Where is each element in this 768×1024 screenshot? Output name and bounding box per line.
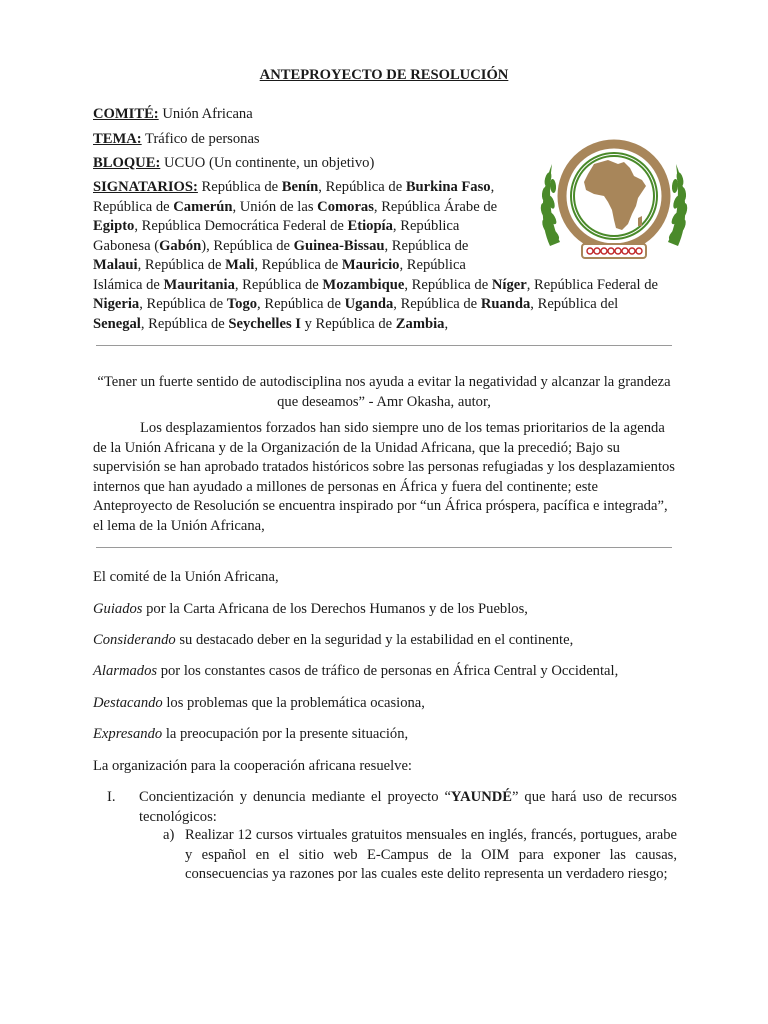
- country-name: Mozambique: [322, 276, 405, 293]
- country-name: Togo: [226, 296, 258, 312]
- bloque-value: UCUO (Un continente, un objetivo): [160, 155, 375, 171]
- country-name: Mauricio: [341, 257, 400, 273]
- preambular-clause: [93, 694, 693, 714]
- preambular-verb: Considerando: [93, 632, 176, 648]
- preambular-verb: Alarmados: [93, 663, 158, 679]
- divider-bottom: [96, 547, 672, 548]
- preambular-text: su destacado deber en la seguridad y la estabilidad en el continente,: [175, 632, 574, 648]
- signatario-connector: , República de: [404, 276, 492, 293]
- preambular-verb: Guiados: [93, 601, 143, 617]
- signatario-connector: , República de: [384, 237, 469, 254]
- signatario-connector: , República Islámica de: [93, 257, 466, 293]
- comite-line: [93, 105, 253, 125]
- comite-value: Unión Africana: [158, 106, 253, 122]
- country-name: Malaui: [93, 257, 138, 273]
- signatario-connector: , República de: [257, 296, 345, 312]
- preambular-text: por los constantes casos de tráfico de personas en África Central y Occidental,: [157, 663, 619, 679]
- country-name: Seychelles I: [228, 315, 301, 332]
- opening-quote: “Tener un fuerte sentido de autodisciplina nos ayuda a evitar la negatividad y alcanzar la grandeza que deseamos” - Amr Okasha, autor,: [97, 374, 671, 410]
- preambular-clause: [93, 725, 693, 745]
- country-name: Ruanda: [480, 296, 531, 312]
- project-name: YAUNDÉ: [450, 789, 513, 805]
- sub-clause-letter: a): [163, 827, 175, 843]
- signatario-connector: , República Árabe de: [373, 198, 498, 215]
- country-name: Etiopía: [347, 218, 393, 234]
- signatario-connector: ,: [444, 315, 449, 332]
- signatario-connector: , República de: [139, 296, 227, 312]
- committee-line: El comité de la Unión Africana,: [93, 569, 279, 585]
- signatario-connector: , República Gabonesa (: [93, 218, 460, 254]
- signatario-connector: , República de: [93, 179, 495, 215]
- country-name: Benín: [281, 179, 319, 195]
- bloque-label: BLOQUE:: [93, 155, 161, 171]
- divider-top: [96, 345, 672, 346]
- tema-value: Tráfico de personas: [141, 131, 260, 147]
- signatario-connector: , República de: [140, 315, 229, 332]
- signatario-connector: , República de: [393, 296, 481, 312]
- country-name: Mali: [225, 257, 255, 273]
- signatarios-block: [93, 178, 673, 334]
- preambular-text: los problemas que la problemática ocasiona,: [162, 695, 425, 711]
- operative-text-before: Concientización y denuncia mediante el proyecto “: [139, 789, 451, 805]
- country-name: Mauritania: [163, 276, 235, 293]
- country-name: Nigeria: [93, 296, 140, 312]
- resolves-line: La organización para la cooperación africana resuelve:: [93, 758, 412, 774]
- preambular-verb: Expresando: [93, 726, 163, 742]
- preambular-clause: [93, 600, 693, 620]
- signatario-connector: , República Federal de: [526, 276, 659, 293]
- signatario-connector: República de: [197, 179, 282, 195]
- signatario-connector: y República de: [300, 315, 396, 332]
- preambular-clause: [93, 631, 693, 651]
- country-name: Senegal: [93, 315, 141, 332]
- country-name: Burkina Faso: [405, 179, 491, 195]
- page-title: ANTEPROYECTO DE RESOLUCIÓN: [259, 67, 509, 83]
- country-name: Zambia: [395, 315, 445, 332]
- tema-label: TEMA:: [93, 131, 142, 147]
- signatarios-label: SIGNATARIOS:: [93, 179, 198, 195]
- country-name: Gabón: [159, 237, 202, 254]
- country-name: Uganda: [344, 296, 394, 312]
- preambular-text: por la Carta Africana de los Derechos Humanos y de los Pueblos,: [142, 601, 528, 617]
- country-name: Guinea-Bissau: [293, 237, 385, 254]
- country-name: Níger: [491, 276, 527, 293]
- tema-line: [93, 130, 260, 150]
- signatario-connector: , República del: [530, 296, 619, 312]
- operative-number: I.: [107, 789, 116, 805]
- signatario-connector: , República de: [234, 276, 323, 293]
- bloque-line: [93, 154, 374, 174]
- sub-clause-text: Realizar 12 cursos virtuales gratuitos mensuales en inglés, francés, portugues, arabe y español en el sitio web E-Campus de la OIM para exponer las causas, consecuencias ya razones por las cuales este delito representa un verdadero riesgo;: [185, 827, 677, 882]
- signatario-connector: ), República de: [201, 237, 294, 254]
- signatario-connector: , República de: [318, 179, 406, 195]
- preambular-clause: [93, 662, 693, 682]
- preambular-verb: Destacando: [93, 695, 163, 711]
- country-name: Camerún: [173, 198, 233, 215]
- preambular-text: la preocupación por la presente situación,: [162, 726, 409, 742]
- signatario-connector: , Unión de las: [232, 198, 318, 215]
- signatario-connector: , República Democrática Federal de: [134, 218, 348, 234]
- operative-text-after: ” que hará uso de recursos tecnológicos:: [139, 789, 677, 825]
- comite-label: COMITÉ:: [93, 106, 159, 122]
- signatario-connector: , República de: [137, 257, 226, 273]
- country-name: Comoras: [317, 198, 374, 215]
- signatario-connector: , República de: [254, 257, 342, 273]
- operative-clause: [139, 788, 677, 827]
- country-name: Egipto: [93, 218, 135, 234]
- signatarios-list: [93, 179, 658, 332]
- intro-paragraph: Los desplazamientos forzados han sido siempre uno de los temas prioritarios de la agenda de la Unión Africana y de la Organización de la Unidad Africana, que la precedió; Bajo su supervisión se han aprobado tratados históricos sobre las personas refugiadas y los desplazamientos internos que han ayudado a millones de personas en África y fuera del continente; este Anteproyecto de Resolución se encuentra inspirado por “un África próspera, pacífica e integrada”, el lema de la Unión Africana,: [93, 420, 675, 534]
